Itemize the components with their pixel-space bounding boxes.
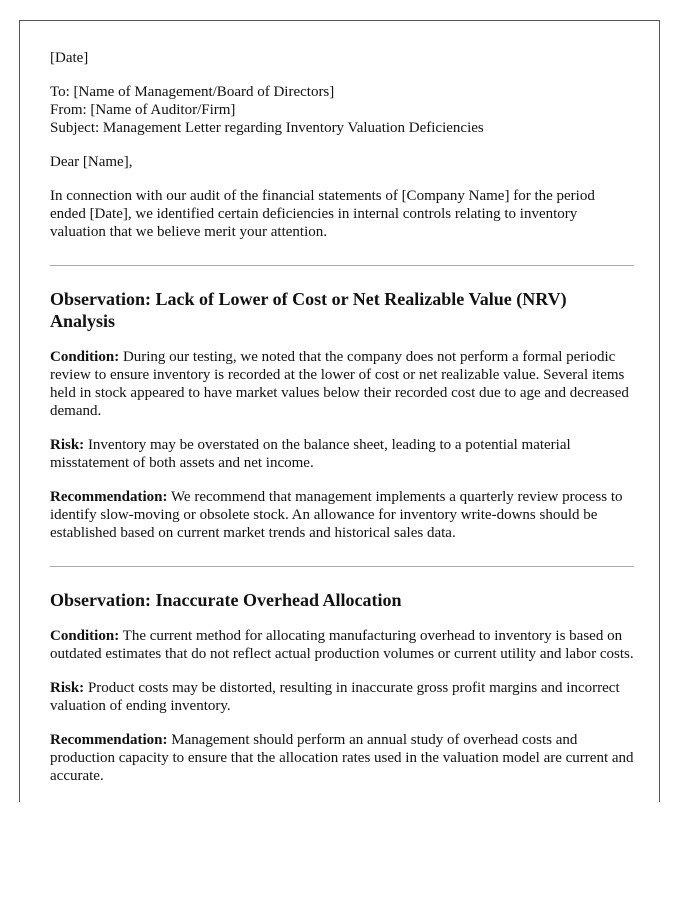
observation-title: Observation: Inaccurate Overhead Allocation — [50, 590, 402, 610]
recommendation-text: We recommend that management implements a quarterly review process to identify slow-moving or obsolete stock. An allowance for inventory write-downs should be established based on current market trends and historical sales data. — [50, 489, 623, 541]
risk-paragraph — [50, 679, 634, 715]
risk-label: Risk: — [50, 437, 85, 453]
letter-header — [50, 83, 634, 137]
recommendation-label: Recommendation: — [50, 732, 168, 748]
letter-to: To: [Name of Management/Board of Directors] — [50, 84, 335, 100]
condition-label: Condition: — [50, 349, 120, 365]
recommendation-text: Management should perform an annual study of overhead costs and production capacity to ensure that the allocation rates used in the valuation model are current and accurate. — [50, 732, 634, 784]
recommendation-paragraph — [50, 488, 634, 542]
recommendation-paragraph — [50, 731, 634, 785]
condition-text: The current method for allocating manufacturing overhead to inventory is based on outdated estimates that do not reflect actual production volumes or current utility and labor costs. — [50, 628, 634, 662]
condition-label: Condition: — [50, 628, 120, 644]
letter-page — [19, 20, 660, 802]
letter-date: [Date] — [50, 50, 89, 66]
risk-text: Inventory may be overstated on the balance sheet, leading to a potential material misstatement of both assets and net income. — [50, 437, 571, 471]
divider — [50, 265, 634, 266]
risk-text: Product costs may be distorted, resulting in inaccurate gross profit margins and incorrect valuation of ending inventory. — [50, 680, 620, 714]
letter-content — [50, 49, 634, 801]
letter-from: From: [Name of Auditor/Firm] — [50, 102, 236, 118]
condition-paragraph — [50, 348, 634, 420]
salutation: Dear [Name], — [50, 154, 133, 170]
observation-1 — [50, 288, 634, 542]
condition-paragraph — [50, 627, 634, 663]
observation-title: Observation: Lack of Lower of Cost or Net Realizable Value (NRV) Analysis — [50, 289, 567, 331]
risk-paragraph — [50, 436, 634, 472]
letter-subject: Subject: Management Letter regarding Inventory Valuation Deficiencies — [50, 120, 484, 136]
risk-label: Risk: — [50, 680, 85, 696]
observation-2 — [50, 589, 634, 785]
intro-paragraph: In connection with our audit of the financial statements of [Company Name] for the period ended [Date], we identified certain deficiencies in internal controls relating to inventory valuation that we believe merit your attention. — [50, 188, 595, 240]
divider — [50, 566, 634, 567]
recommendation-label: Recommendation: — [50, 489, 168, 505]
condition-text: During our testing, we noted that the company does not perform a formal periodic review to ensure inventory is recorded at the lower of cost or net realizable value. Several items held in stock appeared to have market values below their recorded cost due to age and decreased demand. — [50, 349, 629, 419]
